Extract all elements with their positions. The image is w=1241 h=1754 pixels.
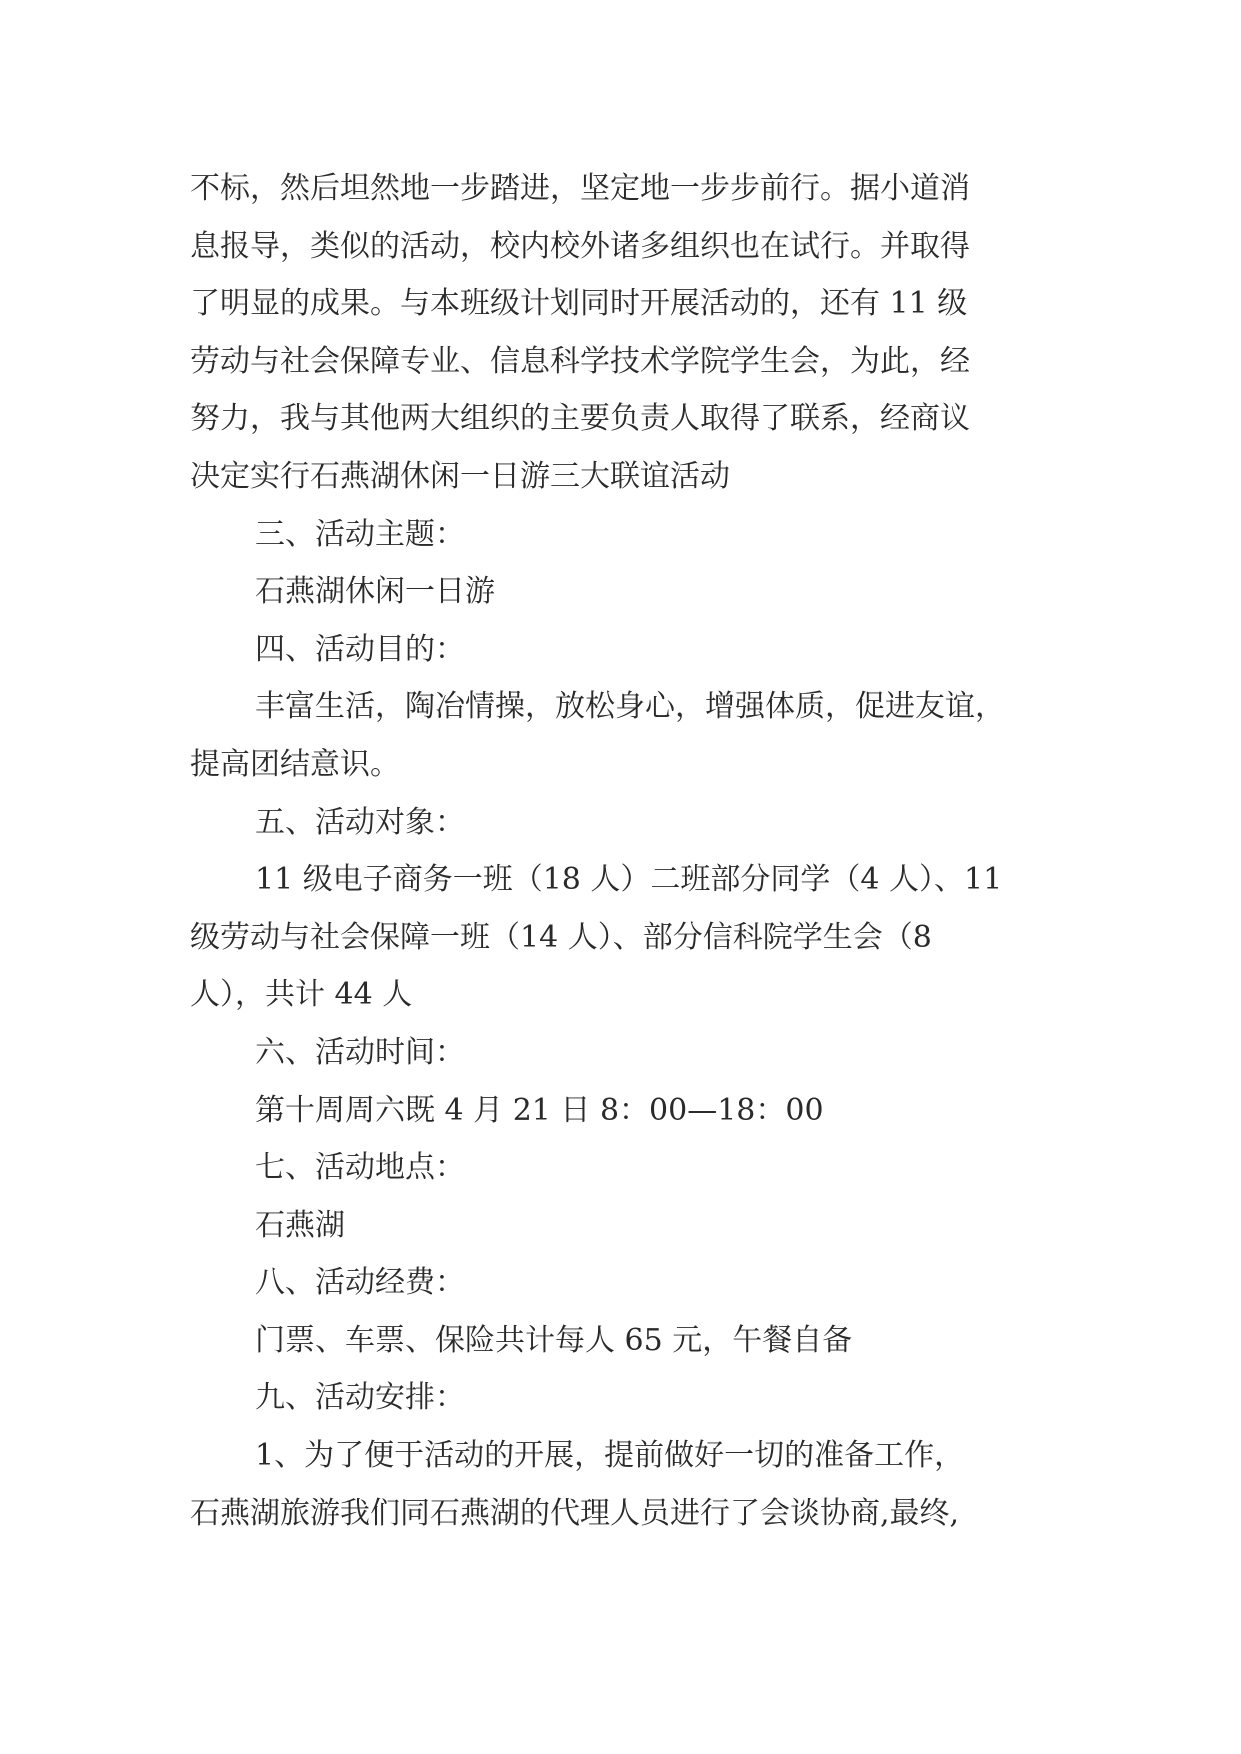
location-text: 石燕湖 [255,1207,345,1243]
section-heading-location: 七、活动地点： [255,1150,465,1186]
section-heading-time: 六、活动时间： [255,1034,465,1070]
paragraph-line: 了明显的成果。与本班级计划同时开展活动的，还有 11 级 [190,286,968,322]
purpose-text: 丰富生活，陶冶情操，放松身心，增强体质，促进友谊， [255,689,1005,725]
participants-total: 人），共计 44 人 [190,977,413,1013]
paragraph-line: 不标，然后坦然地一步踏进，坚定地一步步前行。据小道消 [190,171,970,206]
paragraph-line: 劳动与社会保障专业、信息科学技术学院学生会，为此，经 [190,343,970,379]
paragraph-line: 息报导，类似的活动，校内校外诸多组织也在试行。并取得 [190,228,970,264]
arrangement-item-continued: 石燕湖旅游我们同石燕湖的代理人员进行了会谈协商,最终, [190,1495,960,1531]
section-heading-theme: 三、活动主题： [255,516,465,552]
time-text: 第十周周六既 4 月 21 日 8：00—18：00 [255,1092,824,1128]
budget-text: 门票、车票、保险共计每人 65 元，午餐自备 [255,1322,853,1358]
section-heading-arrangement: 九、活动安排： [255,1380,465,1416]
paragraph-line: 努力，我与其他两大组织的主要负责人取得了联系，经商议 [190,401,970,437]
section-heading-participants: 五、活动对象： [255,804,465,840]
theme-text: 石燕湖休闲一日游 [255,574,495,610]
participants-text: 11 级电子商务一班（18 人）二班部分同学（4 人）、11 [255,862,1003,898]
section-heading-purpose: 四、活动目的： [255,631,465,667]
arrangement-item: 1、为了便于活动的开展，提前做好一切的准备工作， [255,1438,965,1474]
purpose-text-continued: 提高团结意识。 [190,746,400,782]
document-body [190,160,1050,1542]
participants-text-continued: 级劳动与社会保障一班（14 人）、部分信科院学生会（8 [190,919,932,955]
section-heading-budget: 八、活动经费： [255,1265,465,1301]
paragraph-line: 决定实行石燕湖休闲一日游三大联谊活动 [190,458,730,494]
